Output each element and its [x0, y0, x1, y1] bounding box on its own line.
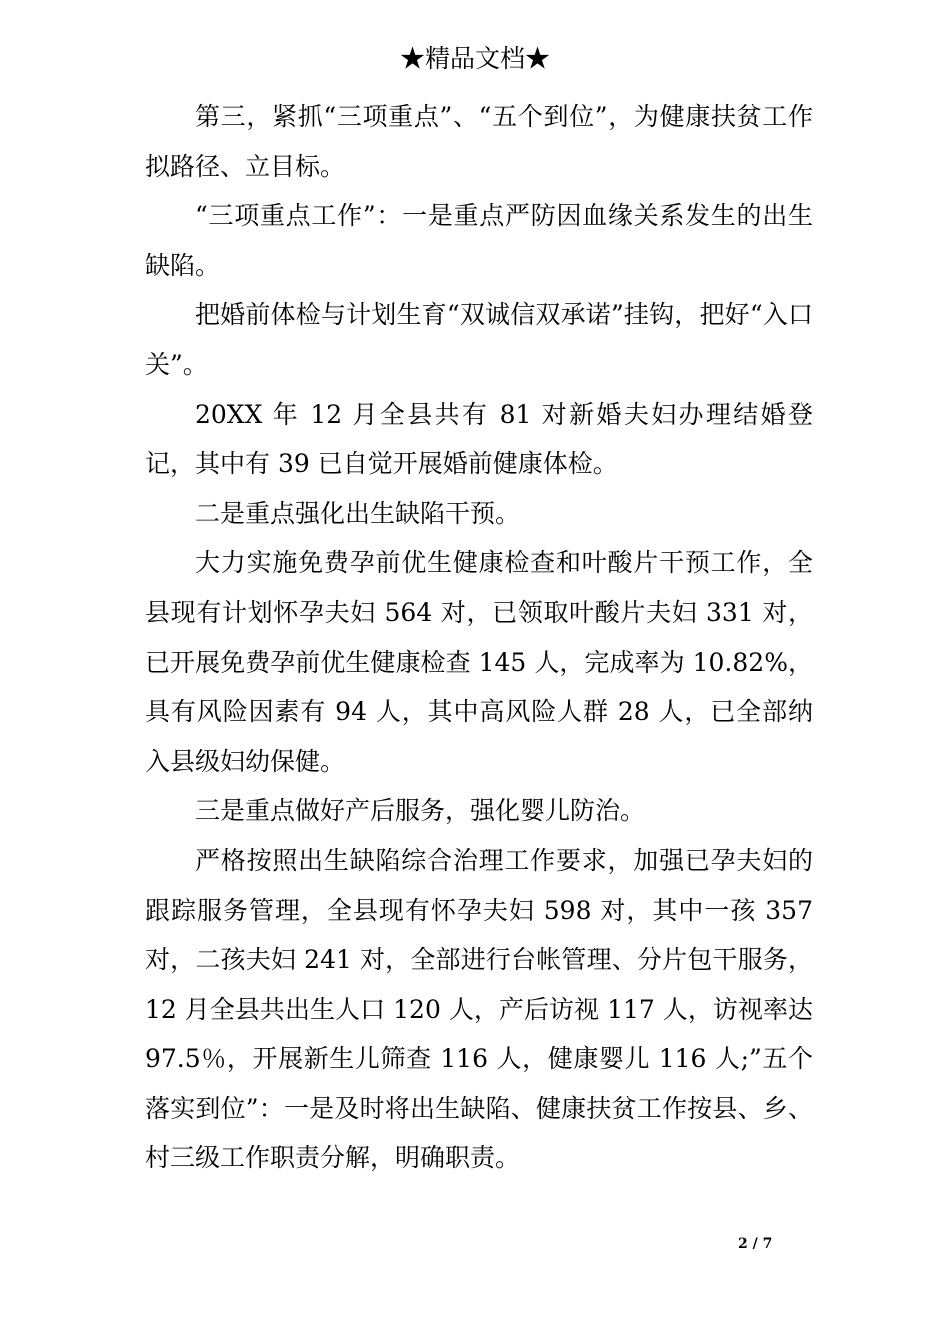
- paragraph: 三是重点做好产后服务，强化婴儿防治。: [195, 796, 646, 826]
- paragraph: “三项重点工作”：一是重点严防因血缘关系发生的出生缺陷。: [145, 201, 813, 280]
- paragraph: 20XX 年 12 月全县共有 81 对新婚夫妇办理结婚登记，其中有 39 已自觉开展婚前健康体检。: [145, 399, 813, 479]
- paragraph: 第三，紧抓“三项重点”、“五个到位”，为健康扶贫工作拟路径、立目标。: [145, 102, 813, 181]
- paragraph: 大力实施免费孕前优生健康检查和叶酸片干预工作，全县现有计划怀孕夫妇 564 对，已领取叶酸片夫妇 331 对，已开展免费孕前优生健康检查 145 人，完成率为 10.82%，具有风险因素有 94 人，其中高风险人群 28 人，已全部纳入县级妇幼保健。: [145, 548, 813, 776]
- paragraph: 把婚前体检与计划生育“双诚信双承诺”挂钩，把好“入口关”。: [145, 300, 813, 379]
- paragraph: 二是重点强化出生缺陷干预。: [195, 498, 521, 528]
- page-header-title: ★精品文档★: [399, 44, 550, 73]
- paragraph: 严格按照出生缺陷综合治理工作要求，加强已孕夫妇的跟踪服务管理，全县现有怀孕夫妇 598 对，其中一孩 357 对，二孩夫妇 241 对，全部进行台帐管理、分片包干服务，12 月全县共出生人口 120 人，产后访视 117 人，访视率达 97.5％，开展新生儿筛查 116 人，健康婴儿 116 人;”五个落实到位”：一是及时将出生缺陷、健康扶贫工作按县、乡、村三级工作职责分解，明确职责。: [145, 845, 813, 1173]
- document-body: [145, 92, 813, 1183]
- page-number: 2 / 7: [738, 1236, 773, 1252]
